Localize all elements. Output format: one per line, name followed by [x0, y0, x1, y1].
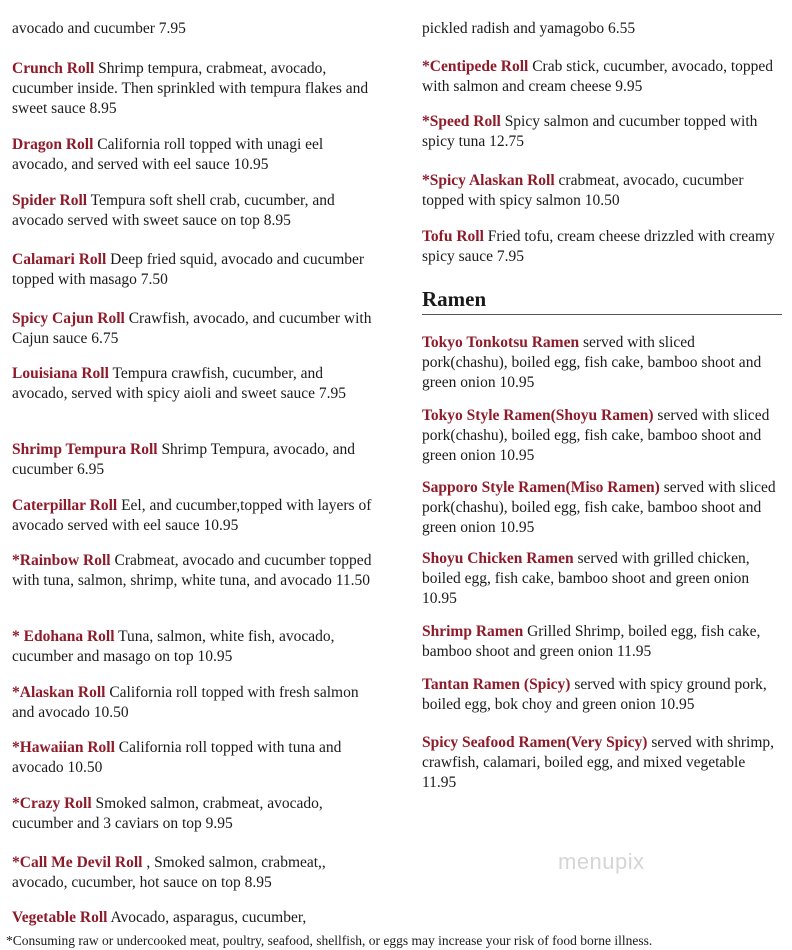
- item-name: Spicy Seafood Ramen(Very Spicy): [422, 734, 648, 751]
- menu-item: [422, 675, 782, 715]
- menu-item: [422, 733, 782, 793]
- item-description: crabmeat, avocado, cucumber topped with spicy salmon 10.50: [422, 172, 744, 209]
- item-name: *Crazy Roll: [12, 795, 92, 812]
- item-description: , Smoked salmon, crabmeat,, avocado, cucumber, hot sauce on top 8.95: [12, 854, 326, 891]
- menu-item: [12, 551, 374, 591]
- item-description: Crawfish, avocado, and cucumber with Cajun sauce 6.75: [12, 310, 372, 347]
- item-name: Dragon Roll: [12, 136, 94, 153]
- item-description: Eel, and cucumber,topped with layers of avocado served with eel sauce 10.95: [12, 497, 372, 534]
- menu-item: pickled radish and yamagobo 6.55: [422, 20, 636, 37]
- menu-item: [12, 364, 374, 404]
- menu-item: [422, 406, 782, 466]
- food-safety-disclaimer: *Consuming raw or undercooked meat, poultry, seafood, shellfish, or eggs may increase your risk of food borne illness.: [6, 933, 653, 948]
- item-name: * Edohana Roll: [12, 628, 115, 645]
- item-description: Spicy salmon and cucumber topped with spicy tuna 12.75: [422, 113, 758, 150]
- menu-item: [12, 440, 374, 480]
- item-description: served with shrimp, crawfish, calamari, boiled egg, and mixed vegetable 11.95: [422, 734, 775, 791]
- menu-item: avocado and cucumber 7.95: [12, 20, 186, 37]
- item-description: Crabmeat, avocado and cucumber topped with tuna, salmon, shrimp, white tuna, and avocado 11.50: [12, 552, 372, 589]
- menu-item: [422, 171, 782, 211]
- menu-item: [422, 333, 782, 393]
- item-description: Avocado, asparagus, cucumber,: [107, 909, 307, 926]
- item-description: served with spicy ground pork, boiled egg, bok choy and green onion 10.95: [422, 676, 767, 713]
- item-name: Calamari Roll: [12, 251, 107, 268]
- item-name: *Centipede Roll: [422, 58, 529, 75]
- menu-item: [422, 227, 782, 267]
- item-name: Tokyo Style Ramen(Shoyu Ramen): [422, 407, 654, 424]
- menu-item: [12, 135, 374, 175]
- item-description: California roll topped with fresh salmon and avocado 10.50: [12, 684, 359, 721]
- item-description: Grilled Shrimp, boiled egg, fish cake, bamboo shoot and green onion 11.95: [422, 623, 761, 660]
- item-name: Tofu Roll: [422, 228, 484, 245]
- menu-item: [12, 59, 374, 119]
- item-name: Sapporo Style Ramen(Miso Ramen): [422, 479, 660, 496]
- item-name: *Speed Roll: [422, 113, 501, 130]
- item-description: served with sliced pork(chashu), boiled egg, fish cake, bamboo shoot and green onion 10.95: [422, 479, 776, 536]
- item-description: Fried tofu, cream cheese drizzled with creamy spicy sauce 7.95: [422, 228, 775, 265]
- menu-item: [12, 908, 374, 928]
- menu-item: [12, 794, 374, 834]
- item-name: Shoyu Chicken Ramen: [422, 550, 574, 567]
- item-name: Louisiana Roll: [12, 365, 109, 382]
- item-name: Vegetable Roll: [12, 909, 108, 926]
- item-description: California roll topped with unagi eel avocado, and served with eel sauce 10.95: [12, 136, 324, 173]
- item-description: California roll topped with tuna and avocado 10.50: [12, 739, 342, 776]
- menu-item: [12, 627, 374, 667]
- menu-item: [12, 250, 374, 290]
- item-name: Crunch Roll: [12, 60, 95, 77]
- item-name: Spicy Cajun Roll: [12, 310, 125, 327]
- item-name: Shrimp Ramen: [422, 623, 524, 640]
- menu-item: [422, 622, 782, 662]
- item-name: Tantan Ramen (Spicy): [422, 676, 571, 693]
- menu-item: [12, 191, 374, 231]
- menu-item: [12, 683, 374, 723]
- menu-item: [12, 309, 374, 349]
- item-name: Caterpillar Roll: [12, 497, 118, 514]
- item-description: Shrimp tempura, crabmeat, avocado, cucumber inside. Then sprinkled with tempura flakes and sweet sauce 8.95: [12, 60, 369, 117]
- menu-item: [422, 112, 782, 152]
- item-description: Smoked salmon, crabmeat, avocado, cucumber and 3 caviars on top 9.95: [12, 795, 323, 832]
- item-description: Deep fried squid, avocado and cucumber topped with masago 7.50: [12, 251, 365, 288]
- menu-item: [12, 738, 374, 778]
- item-description: Tuna, salmon, white fish, avocado, cucumber and masago on top 10.95: [12, 628, 335, 665]
- item-name: *Hawaiian Roll: [12, 739, 115, 756]
- menu-item: [422, 549, 782, 609]
- item-description: Tempura soft shell crab, cucumber, and avocado served with sweet sauce on top 8.95: [12, 192, 335, 229]
- item-name: Shrimp Tempura Roll: [12, 441, 158, 458]
- item-name: Tokyo Tonkotsu Ramen: [422, 334, 580, 351]
- item-description: served with sliced pork(chashu), boiled egg, fish cake, bamboo shoot and green onion 10.95: [422, 407, 770, 464]
- item-name: *Spicy Alaskan Roll: [422, 172, 555, 189]
- ramen-section-title: Ramen: [422, 286, 782, 315]
- item-description: Shrimp Tempura, avocado, and cucumber 6.95: [12, 441, 356, 478]
- item-name: Spider Roll: [12, 192, 88, 209]
- menu-item: [12, 853, 374, 893]
- item-description: Tempura crawfish, cucumber, and avocado, served with spicy aioli and sweet sauce 7.95: [12, 365, 347, 402]
- item-name: *Call Me Devil Roll: [12, 854, 143, 871]
- item-description: Crab stick, cucumber, avocado, topped with salmon and cream cheese 9.95: [422, 58, 774, 95]
- item-name: *Rainbow Roll: [12, 552, 111, 569]
- item-description: served with grilled chicken, boiled egg, fish cake, bamboo shoot and green onion 10.95: [422, 550, 750, 607]
- watermark-logo: menupix: [558, 849, 645, 874]
- menu-item: [422, 57, 782, 97]
- item-description: served with sliced pork(chashu), boiled egg, fish cake, bamboo shoot and green onion 10.95: [422, 334, 762, 391]
- menu-item: [12, 496, 374, 536]
- item-name: *Alaskan Roll: [12, 684, 106, 701]
- menu-item: [422, 478, 782, 538]
